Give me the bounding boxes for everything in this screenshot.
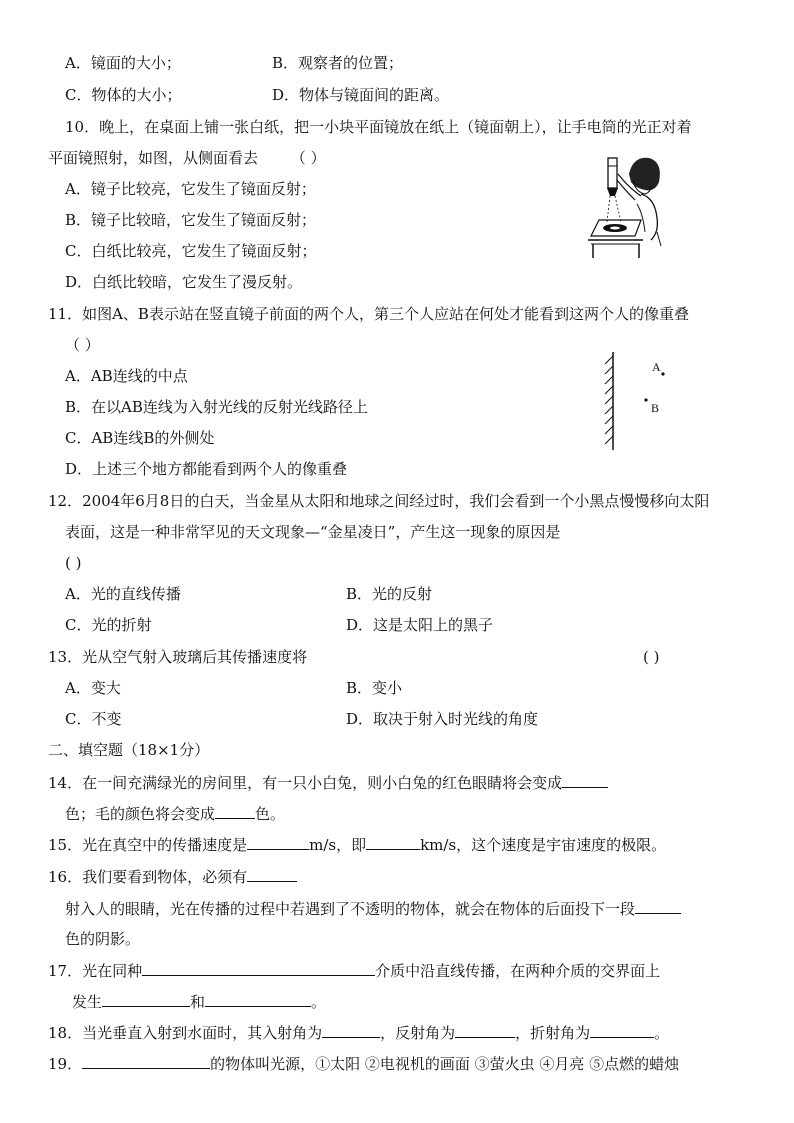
- vertical-mirror-figure: [600, 350, 670, 452]
- q17-text5: 。: [311, 993, 327, 1011]
- q10-stem-line2: [48, 148, 326, 168]
- q19-text2: 的物体叫光源，①太阳 ②电视机的画面 ③萤火虫 ④月亮 ⑤点燃的蜡烛: [210, 1055, 680, 1073]
- q18-text3: ，折射角为: [515, 1024, 591, 1042]
- q12-option-c: C．光的折射: [65, 616, 152, 634]
- q13-option-a: A．变大: [65, 679, 121, 697]
- q15-text2: m/s，即: [309, 836, 367, 854]
- q17-blank-medium[interactable]: [142, 960, 375, 976]
- q16-line2: [65, 898, 681, 919]
- q18-line: [48, 1022, 669, 1043]
- q10-answer-bracket: （ ）: [290, 149, 326, 167]
- point-a-label: A: [652, 360, 661, 374]
- q12-option-d: D．这是太阳上的黑子: [346, 616, 494, 634]
- q10-stem-line1: 10．晚上，在桌面上铺一张白纸，把一小块平面镜放在纸上（镜面朝上），让手电筒的光正对着: [65, 118, 692, 136]
- q19-text1: 19．: [48, 1055, 83, 1073]
- q9-option-d: D．物体与镜面间的距离。: [272, 86, 450, 104]
- q11-option-b: B．在以AB连线为入射光线的反射光线路径上: [65, 398, 368, 416]
- q9-option-a: A．镜面的大小；: [65, 54, 181, 72]
- q17-blank-reflection[interactable]: [102, 991, 190, 1007]
- q10-option-a: A．镜子比较亮，它发生了镜面反射；: [65, 180, 316, 198]
- q17-text2: 介质中沿直线传播，在两种介质的交界面上: [375, 962, 661, 980]
- q18-blank-refract[interactable]: [590, 1022, 654, 1038]
- q14-line2: [65, 803, 285, 824]
- q11-option-d: D．上述三个地方都能看到两个人的像重叠: [65, 460, 348, 478]
- flashlight-mirror-figure: [585, 152, 665, 258]
- q19-line: [48, 1053, 679, 1074]
- q10-stem-text: 平面镜照射，如图，从侧面看去: [48, 149, 259, 167]
- q19-blank-source[interactable]: [82, 1053, 210, 1069]
- q18-blank-incident[interactable]: [322, 1022, 380, 1038]
- q15-line: [48, 834, 666, 855]
- q17-blank-refraction[interactable]: [205, 991, 311, 1007]
- q17-text4: 和: [190, 993, 206, 1011]
- point-b-label: B: [651, 401, 660, 415]
- q13-option-b: B．变小: [346, 679, 403, 697]
- q10-option-d: D．白纸比较暗，它发生了漫反射。: [65, 273, 303, 291]
- q10-option-b: B．镜子比较暗，它发生了镜面反射；: [65, 211, 317, 229]
- q12-option-b: B．光的反射: [346, 585, 433, 603]
- q12-answer-bracket: ( ): [65, 554, 82, 572]
- section-title: 二、填空题（18×1分）: [48, 741, 210, 759]
- q9-option-c: C．物体的大小；: [65, 86, 182, 104]
- q12-option-a: A．光的直线传播: [65, 585, 181, 603]
- q18-text1: 18．当光垂直入射到水面时，其入射角为: [48, 1024, 323, 1042]
- q14-blank-eye[interactable]: [562, 772, 608, 788]
- q15-text1: 15．光在真空中的传播速度是: [48, 836, 248, 854]
- q13-option-d: D．取决于射入时光线的角度: [346, 710, 539, 728]
- q18-blank-reflect[interactable]: [455, 1022, 515, 1038]
- q9-option-b: B．观察者的位置；: [272, 54, 404, 72]
- q18-text4: 。: [654, 1024, 670, 1042]
- q11-answer-bracket: （ ）: [65, 336, 100, 354]
- q15-text3: km/s，这个速度是宇宙速度的极限。: [420, 836, 667, 854]
- q14-blank-fur[interactable]: [215, 803, 255, 819]
- q14-text-fur: 色；毛的颜色将会变成: [65, 805, 216, 823]
- q12-stem-line1: 12．2004年6月8日的白天，当金星从太阳和地球之间经过时，我们会看到一个小黑点慢慢移向太阳: [48, 492, 710, 510]
- q15-blank-kms[interactable]: [366, 834, 420, 850]
- q10-option-c: C．白纸比较亮，它发生了镜面反射；: [65, 242, 317, 260]
- q15-blank-ms[interactable]: [247, 834, 309, 850]
- q16-blank-light[interactable]: [247, 866, 297, 882]
- q13-stem: 13．光从空气射入玻璃后其传播速度将: [48, 648, 308, 666]
- q11-stem: 11．如图A、B表示站在竖直镜子前面的两个人，第三个人应站在何处才能看到这两个人的像重叠: [48, 305, 689, 323]
- q13-answer-bracket: ( ): [643, 648, 660, 666]
- q13-option-c: C．不变: [65, 710, 122, 728]
- q14-text-end: 色。: [255, 805, 286, 823]
- q16-text2: 射入人的眼睛，光在传播的过程中若遇到了不透明的物体，就会在物体的后面投下一段: [65, 900, 636, 918]
- q17-line1: [48, 960, 660, 981]
- q14-line1: [48, 772, 608, 793]
- q16-line3: 色的阴影。: [65, 930, 141, 948]
- q16-text1: 16．我们要看到物体，必须有: [48, 868, 248, 886]
- q16-line1: [48, 866, 297, 887]
- q14-text: 14．在一间充满绿光的房间里，有一只小白兔，则小白兔的红色眼睛将会变成: [48, 774, 563, 792]
- q11-option-a: A．AB连线的中点: [65, 367, 188, 385]
- q12-stem-line2: 表面，这是一种非常罕见的天文现象—“金星凌日”，产生这一现象的原因是: [65, 523, 561, 541]
- q17-line2: [72, 991, 326, 1012]
- q11-option-c: C．AB连线B的外侧处: [65, 429, 215, 447]
- q18-text2: ，反射角为: [380, 1024, 456, 1042]
- q17-text3: 发生: [72, 993, 103, 1011]
- q17-text1: 17．光在同种: [48, 962, 143, 980]
- q16-blank-shadow[interactable]: [635, 898, 681, 914]
